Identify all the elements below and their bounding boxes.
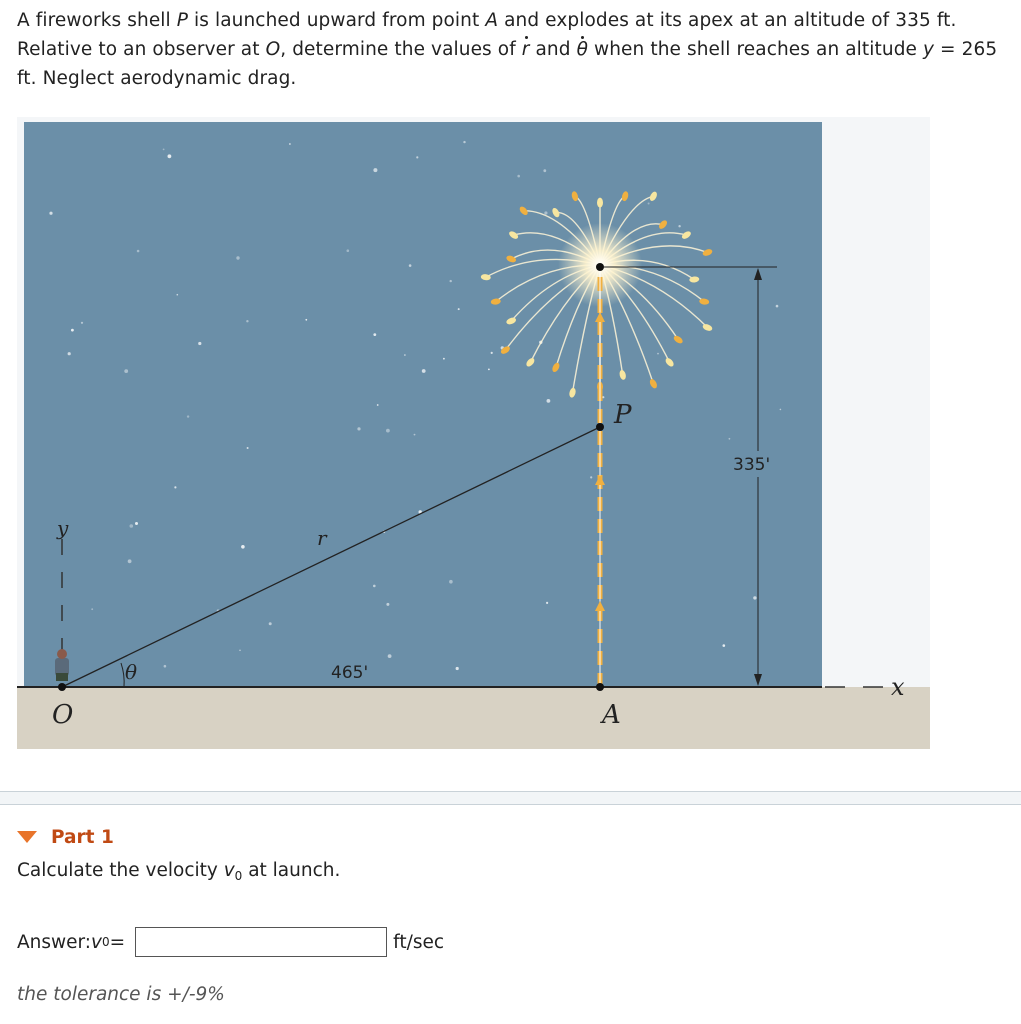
star (373, 333, 376, 336)
question-text: at launch. (242, 860, 341, 881)
star (239, 650, 241, 652)
star (463, 141, 465, 143)
label-a: A (602, 700, 621, 730)
star (164, 665, 167, 668)
star (187, 415, 189, 417)
star (776, 305, 779, 308)
problem-text: is launched upward from point (188, 10, 486, 31)
star (241, 545, 245, 549)
collapse-triangle-icon[interactable] (17, 831, 37, 843)
ground (17, 687, 930, 749)
dimension-465: 465' (331, 663, 369, 683)
label-theta: θ (125, 660, 138, 684)
star (602, 396, 604, 398)
star (543, 169, 546, 172)
symbol-y: y (923, 39, 935, 60)
answer-unit: ft/sec (393, 931, 445, 953)
fireworks-diagram (17, 117, 930, 749)
symbol-theta-dot: θ (577, 35, 588, 64)
star (130, 524, 134, 528)
symbol-p: P (176, 10, 189, 31)
star (373, 168, 377, 172)
star (517, 175, 520, 178)
problem-text: and (529, 39, 577, 60)
star (458, 308, 460, 310)
star (414, 434, 416, 436)
star (174, 486, 176, 488)
sky-background (24, 122, 822, 687)
observer-icon (55, 649, 69, 681)
star (409, 264, 412, 267)
question-text: Calculate the velocity (17, 860, 224, 881)
star (168, 154, 172, 158)
star (177, 294, 179, 296)
star (416, 156, 418, 158)
star (49, 212, 52, 215)
part-title: Part 1 (51, 826, 114, 848)
star (247, 447, 249, 449)
star (236, 256, 239, 259)
star (91, 608, 93, 610)
star (81, 322, 83, 324)
star (404, 354, 406, 356)
tolerance-note: the tolerance is +/-9% (17, 984, 225, 1005)
star (269, 622, 272, 625)
star (289, 143, 291, 145)
answer-label: Answer: (17, 931, 92, 953)
star (723, 644, 726, 647)
star (137, 250, 140, 253)
label-o: O (52, 700, 74, 730)
star (678, 225, 680, 227)
star (357, 427, 360, 430)
answer-symbol-v: v (91, 931, 102, 953)
dimension-335: 335' (733, 455, 771, 475)
star (198, 342, 201, 345)
problem-text: and explodes at its apex at an altitude of 335 ft. Relative to an observer at (17, 10, 957, 60)
star (386, 603, 389, 606)
star (648, 203, 650, 205)
section-divider (0, 791, 1021, 805)
star (491, 352, 493, 354)
star (347, 249, 350, 252)
fireworks-figure (17, 117, 930, 749)
star (544, 211, 547, 214)
star (450, 280, 452, 282)
problem-text: , determine the values of (280, 39, 522, 60)
star (305, 319, 307, 321)
symbol-r-dot: r (522, 35, 530, 64)
problem-statement (17, 6, 1012, 93)
point-p (596, 423, 604, 431)
symbol-v-subscript: 0 (234, 869, 243, 883)
part-question (17, 857, 340, 890)
star (71, 329, 74, 332)
star (657, 353, 659, 355)
answer-symbol-subscript: 0 (102, 935, 110, 949)
star (68, 352, 71, 355)
symbol-a: A (485, 10, 499, 31)
star (422, 369, 426, 373)
star (546, 602, 548, 604)
answer-equals: = (109, 931, 126, 953)
label-x: x (891, 673, 905, 701)
star (246, 320, 248, 322)
label-r: r (317, 526, 327, 550)
symbol-o: O (265, 39, 281, 60)
star (590, 476, 592, 478)
point-o (58, 683, 66, 691)
label-p: P (614, 400, 632, 430)
problem-text: when the shell reaches an altitude (588, 39, 923, 60)
star (388, 654, 392, 658)
answer-row (17, 924, 444, 960)
star (373, 585, 376, 588)
star (456, 667, 459, 670)
star (163, 149, 165, 151)
problem-text: = 265 ft. Neglect aerodynamic drag. (17, 39, 998, 89)
star (488, 369, 490, 371)
star (386, 429, 390, 433)
symbol-v: v (223, 860, 235, 881)
star (443, 358, 445, 360)
star (135, 522, 138, 525)
star (753, 596, 756, 599)
problem-text: A fireworks shell (17, 10, 177, 31)
star (449, 580, 453, 584)
apex-point (596, 263, 604, 271)
part-1-toggle[interactable] (17, 823, 114, 851)
answer-input[interactable] (135, 927, 387, 957)
star (128, 559, 132, 563)
star (124, 369, 128, 373)
star (377, 404, 379, 406)
burst-spark (597, 198, 603, 208)
star (547, 399, 551, 403)
star (729, 438, 731, 440)
label-y: y (57, 516, 69, 540)
star (780, 409, 782, 411)
point-a (596, 683, 604, 691)
